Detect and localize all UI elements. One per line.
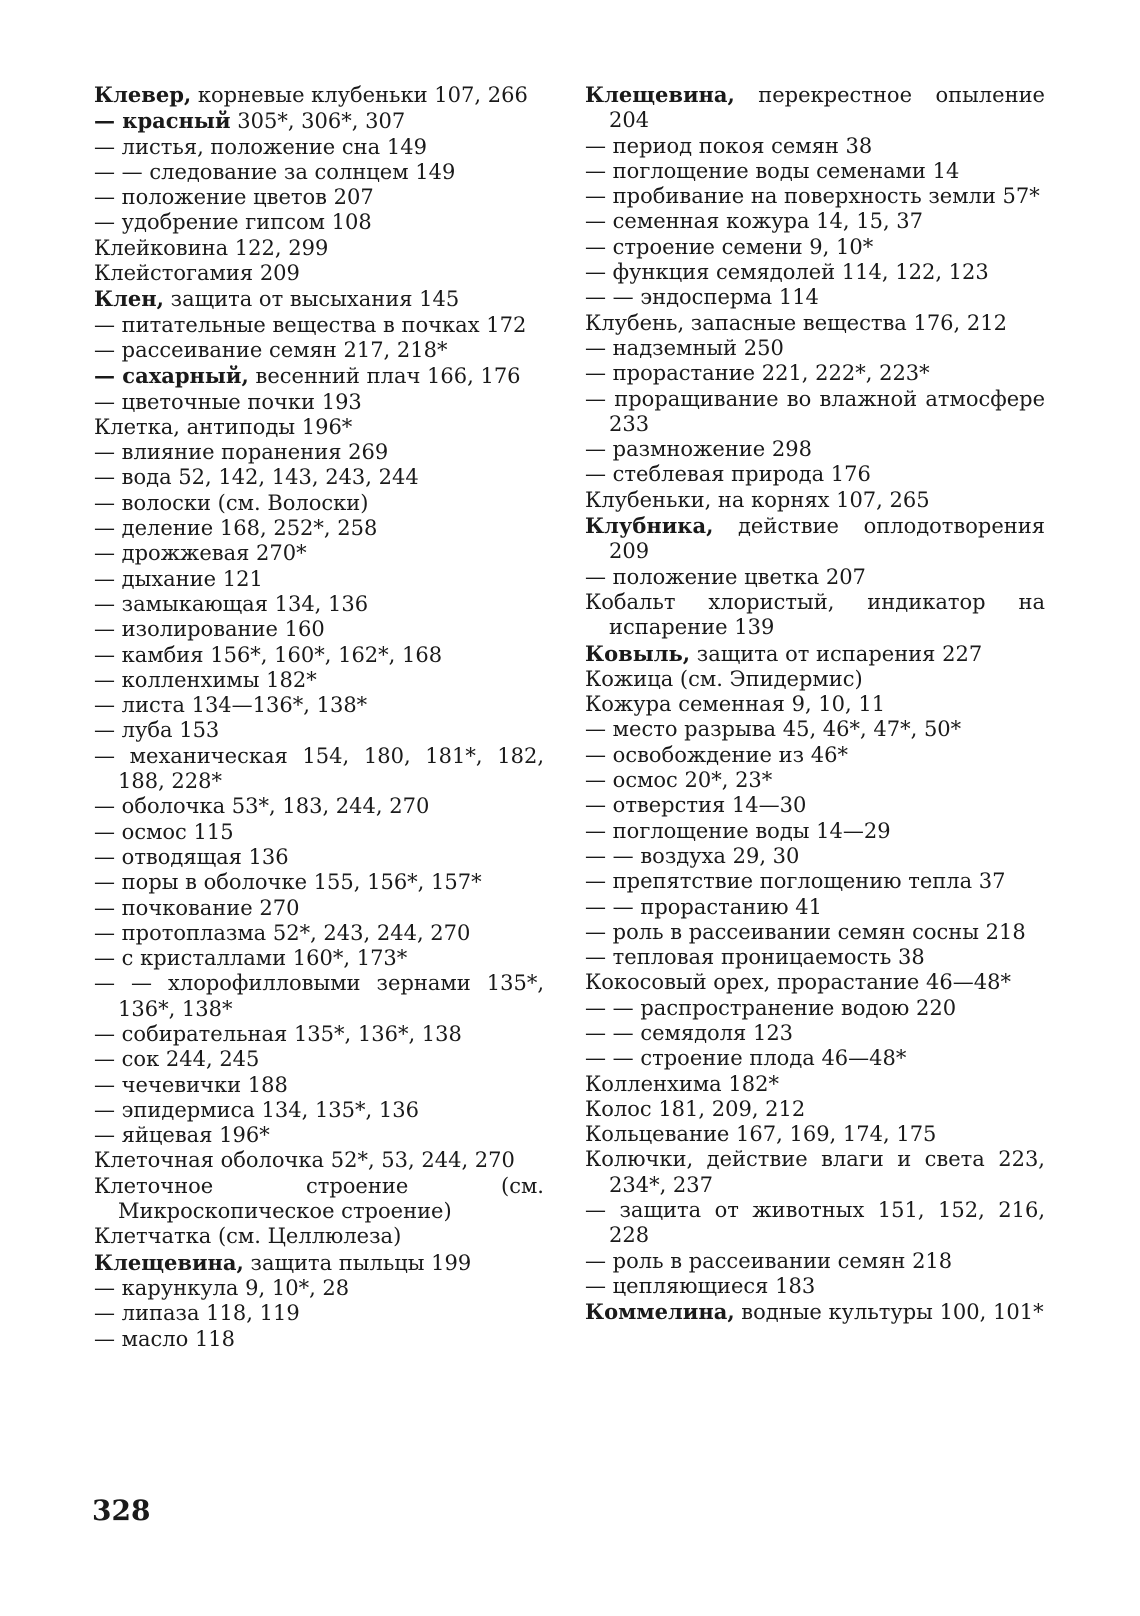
index-entry — [585, 488, 1045, 513]
index-entry — [585, 1299, 1045, 1325]
index-entry — [585, 1021, 1045, 1046]
index-entry-text: — деление 168, 252*, 258 — [94, 516, 378, 541]
index-entry — [585, 768, 1045, 793]
index-entry — [94, 185, 544, 210]
index-entry — [94, 1073, 544, 1098]
index-entry — [94, 693, 544, 718]
index-entry — [94, 1276, 544, 1301]
index-entry — [94, 338, 544, 363]
index-entry-text: Колленхима 182* — [585, 1071, 779, 1096]
index-entry — [585, 134, 1045, 159]
index-entry-text: действие оплодотворения 209 — [609, 514, 1045, 564]
index-entry-text: водные культуры 100, 101* — [734, 1300, 1044, 1325]
index-entry — [585, 945, 1045, 970]
index-entry-text: Кожура семенная 9, 10, 11 — [585, 692, 886, 717]
index-entry-text: — поглощение воды 14—29 — [585, 818, 891, 843]
index-entry-text: — с кристаллами 160*, 173* — [94, 946, 408, 971]
index-entry — [94, 592, 544, 617]
index-entry — [94, 363, 544, 389]
index-entry-text: — механическая 154, 180, 181*, 182, 188, 228* — [94, 743, 544, 794]
index-entry — [94, 845, 544, 870]
index-entry-text: — — семядоля 123 — [585, 1020, 794, 1045]
index-entry — [585, 361, 1045, 386]
index-entry — [585, 996, 1045, 1021]
index-entry-text: — яйцевая 196* — [94, 1123, 270, 1148]
index-entry-text: Клейстогамия 209 — [94, 261, 300, 286]
index-entry-text: — отверстия 14—30 — [585, 793, 807, 818]
index-entry — [585, 209, 1045, 234]
index-entry-text: Клеточное строение (см. Микроскопическое строение) — [94, 1173, 544, 1224]
index-entry — [585, 437, 1045, 462]
index-entry-text: весенний плач 166, 176 — [248, 364, 521, 389]
index-entry — [94, 440, 544, 465]
index-entry-text: — защита от животных 151, 152, 216, 228 — [585, 1198, 1045, 1248]
index-entry — [94, 1123, 544, 1148]
index-entry-text: — вода 52, 142, 143, 243, 244 — [94, 465, 419, 490]
index-entry-text: — препятствие поглощению тепла 37 — [585, 869, 1006, 894]
index-entry — [585, 1046, 1045, 1071]
index-entry — [585, 82, 1045, 134]
index-entry — [94, 491, 544, 516]
index-entry — [94, 541, 544, 566]
index-entry-text: Колос 181, 209, 212 — [585, 1096, 806, 1121]
index-entry — [585, 387, 1045, 438]
index-entry-text: — — воздуха 29, 30 — [585, 843, 800, 868]
index-entry — [94, 1327, 544, 1352]
page-number: 328 — [92, 1494, 151, 1527]
index-entry-text: — положение цветов 207 — [94, 185, 374, 210]
index-entry — [94, 820, 544, 845]
index-entry-text: — семенная кожура 14, 15, 37 — [585, 209, 924, 234]
index-entry — [94, 160, 544, 185]
index-entry — [585, 1198, 1045, 1249]
index-entry-text: — — хлорофилловыми зернами 135*, 136*, 138* — [94, 971, 544, 1021]
index-entry-text: — — следование за солнцем 149 — [94, 159, 456, 184]
index-entry-text: — листья, положение сна 149 — [94, 134, 427, 159]
index-entry-text: Кобальт хлористый, индикатор на испарение 139 — [585, 589, 1045, 640]
index-entry-text: — функция семядолей 114, 122, 123 — [585, 260, 989, 285]
index-entry — [94, 896, 544, 921]
index-entry-text: — оболочка 53*, 183, 244, 270 — [94, 794, 430, 819]
index-entry — [585, 920, 1045, 945]
index-entry-headword: Ковыль, — [585, 640, 691, 666]
index-entry — [94, 744, 544, 795]
index-entry — [585, 336, 1045, 361]
index-entry — [585, 1147, 1045, 1198]
index-entry-text: — осмос 20*, 23* — [585, 768, 773, 793]
index-entry-headword: — красный — [94, 108, 231, 134]
index-entry-text: — цепляющиеся 183 — [585, 1273, 816, 1298]
index-entry-text: защита от испарения 227 — [690, 641, 983, 666]
index-entry-text: Клубень, запасные вещества 176, 212 — [585, 310, 1007, 335]
index-entry-text: — поры в оболочке 155, 156*, 157* — [94, 870, 482, 895]
index-entry-headword: Клещевина, — [94, 1249, 244, 1275]
index-entry — [94, 1022, 544, 1047]
index-entry-text: — осмос 115 — [94, 819, 234, 844]
index-entry-text: — положение цветка 207 — [585, 564, 866, 589]
index-entry — [585, 692, 1045, 717]
index-entry — [94, 1174, 544, 1225]
index-entry-text: — роль в рассеивании семян сосны 218 — [585, 919, 1026, 944]
index-entry-text: — стеблевая природа 176 — [585, 462, 871, 487]
index-entry — [585, 184, 1045, 209]
index-entry-text: Кольцевание 167, 169, 174, 175 — [585, 1122, 937, 1147]
index-entry — [94, 1148, 544, 1173]
index-entry-text: Клетчатка (см. Целлюлеза) — [94, 1224, 402, 1249]
index-entry — [94, 946, 544, 971]
index-entry — [585, 869, 1045, 894]
index-entry — [94, 1098, 544, 1123]
index-entry-text: Колючки, действие влаги и света 223, 234*, 237 — [585, 1147, 1045, 1197]
index-entry-text: — период покоя семян 38 — [585, 133, 873, 158]
index-entry — [585, 1274, 1045, 1299]
index-entry-text: Клубеньки, на корнях 107, 265 — [585, 487, 930, 512]
index-entry — [94, 643, 544, 668]
index-entry — [94, 82, 544, 108]
index-entry — [94, 516, 544, 541]
index-entry-text: Клетка, антиподы 196* — [94, 414, 353, 439]
index-entry-text: — размножение 298 — [585, 437, 812, 462]
index-entry — [94, 668, 544, 693]
index-entry-text: — удобрение гипсом 108 — [94, 210, 372, 235]
index-entry-text: — влияние поранения 269 — [94, 440, 389, 465]
index-entry — [94, 971, 544, 1022]
index-entry — [585, 743, 1045, 768]
index-entry — [94, 261, 544, 286]
index-entry — [585, 513, 1045, 565]
index-entry — [585, 462, 1045, 487]
index-entry-text: — замыкающая 134, 136 — [94, 591, 369, 616]
index-entry-text: — чечевички 188 — [94, 1072, 288, 1097]
index-entry-text: — отводящая 136 — [94, 844, 289, 869]
index-entry-text: — место разрыва 45, 46*, 47*, 50* — [585, 717, 962, 742]
index-entry — [94, 210, 544, 235]
index-entry — [94, 1250, 544, 1276]
index-entry-text: защита от высыхания 145 — [163, 287, 460, 312]
index-entry-text: 305*, 306*, 307 — [230, 109, 406, 134]
index-entry-text: — питательные вещества в почках 172 — [94, 312, 527, 337]
index-entry-text: — проращивание во влажной атмосфере 233 — [585, 386, 1045, 436]
index-entry — [585, 565, 1045, 590]
index-entry-text: — пробивание на поверхность земли 57* — [585, 184, 1040, 209]
index-entry-text: — собирательная 135*, 136*, 138 — [94, 1021, 462, 1046]
index-entry — [585, 844, 1045, 869]
index-entry-headword: Клещевина, — [585, 82, 735, 107]
index-entry — [94, 236, 544, 261]
index-entry — [585, 1097, 1045, 1122]
index-entry-text: — — прорастанию 41 — [585, 894, 822, 919]
index-entry — [585, 717, 1045, 742]
index-entry — [94, 390, 544, 415]
index-entry — [585, 793, 1045, 818]
index-entry-text: Клеточная оболочка 52*, 53, 244, 270 — [94, 1148, 515, 1173]
index-entry — [585, 235, 1045, 260]
index-entry-text: Кокосовый орех, прорастание 46—48* — [585, 970, 1011, 995]
index-entry — [585, 819, 1045, 844]
index-entry — [94, 870, 544, 895]
index-entry-text: корневые клубеньки 107, 266 — [191, 83, 528, 107]
index-entry — [94, 286, 544, 312]
index-entry-text: — липаза 118, 119 — [94, 1301, 300, 1326]
index-entry-headword: Клевер, — [94, 82, 192, 107]
index-entry — [94, 617, 544, 642]
index-entry-text: Клейковина 122, 299 — [94, 235, 329, 260]
index-entry-text: — рассеивание семян 217, 218* — [94, 337, 448, 362]
index-entry-headword: Клен, — [94, 286, 164, 312]
index-entry-text: — эпидермиса 134, 135*, 136 — [94, 1097, 419, 1122]
index-entry-text: — листа 134—136*, 138* — [94, 693, 368, 718]
index-entry-text: — камбия 156*, 160*, 162*, 168 — [94, 642, 443, 667]
index-entry — [94, 1224, 544, 1249]
index-entry — [94, 921, 544, 946]
index-entry-text: — поглощение воды семенами 14 — [585, 158, 960, 183]
index-entry-text: — дрожжевая 270* — [94, 541, 307, 566]
index-entry — [585, 970, 1045, 995]
index-entry-text: — цветочные почки 193 — [94, 389, 362, 414]
index-entry — [94, 718, 544, 743]
index-entry-text: — строение семени 9, 10* — [585, 234, 874, 259]
index-entry — [94, 415, 544, 440]
index-entry-headword: Коммелина, — [585, 1299, 735, 1325]
index-entry-text: — надземный 250 — [585, 335, 784, 360]
index-entry — [94, 794, 544, 819]
index-entry — [585, 590, 1045, 641]
index-entry — [585, 641, 1045, 667]
index-entry — [585, 895, 1045, 920]
index-entry-text: — протоплазма 52*, 243, 244, 270 — [94, 920, 471, 945]
index-entry — [94, 465, 544, 490]
index-column-left — [94, 82, 544, 1352]
index-entry-text: — карункула 9, 10*, 28 — [94, 1275, 350, 1300]
index-entry-text: — прорастание 221, 222*, 223* — [585, 361, 930, 386]
index-entry — [94, 1047, 544, 1072]
index-entry — [94, 313, 544, 338]
index-entry — [585, 159, 1045, 184]
index-entry — [94, 108, 544, 134]
index-entry — [94, 1301, 544, 1326]
index-entry-text: — сок 244, 245 — [94, 1047, 260, 1072]
index-entry-text: перекрестное опыление 204 — [609, 83, 1045, 133]
index-entry-text: — масло 118 — [94, 1326, 236, 1351]
index-entry-text: защита пыльцы 199 — [243, 1250, 472, 1275]
index-entry-text: — освобождение из 46* — [585, 742, 848, 767]
index-entry — [585, 1072, 1045, 1097]
index-entry — [585, 1122, 1045, 1147]
index-entry — [94, 135, 544, 160]
index-entry-text: — почкование 270 — [94, 895, 300, 920]
index-entry-text: — волоски (см. Волоски) — [94, 490, 369, 515]
index-entry-text: — луба 153 — [94, 718, 220, 743]
index-entry-text: — роль в рассеивании семян 218 — [585, 1248, 953, 1273]
index-column-right — [585, 82, 1045, 1326]
index-entry-text: — — распространение водою 220 — [585, 995, 957, 1020]
index-entry-text: — — строение плода 46—48* — [585, 1046, 907, 1071]
index-entry — [585, 667, 1045, 692]
index-entry — [94, 567, 544, 592]
index-entry-text: — дыхание 121 — [94, 566, 263, 591]
index-entry — [585, 260, 1045, 285]
index-entry — [585, 285, 1045, 310]
index-entry-text: — изолирование 160 — [94, 617, 325, 642]
index-entry — [585, 311, 1045, 336]
index-entry-text: Кожица (см. Эпидермис) — [585, 666, 863, 691]
index-entry-text: — тепловая проницаемость 38 — [585, 945, 925, 970]
index-entry-headword: — сахарный, — [94, 363, 249, 389]
index-entry-text: — колленхимы 182* — [94, 667, 317, 692]
index-entry-text: — — эндосперма 114 — [585, 285, 819, 310]
index-entry-headword: Клубника, — [585, 513, 714, 539]
index-entry — [585, 1249, 1045, 1274]
